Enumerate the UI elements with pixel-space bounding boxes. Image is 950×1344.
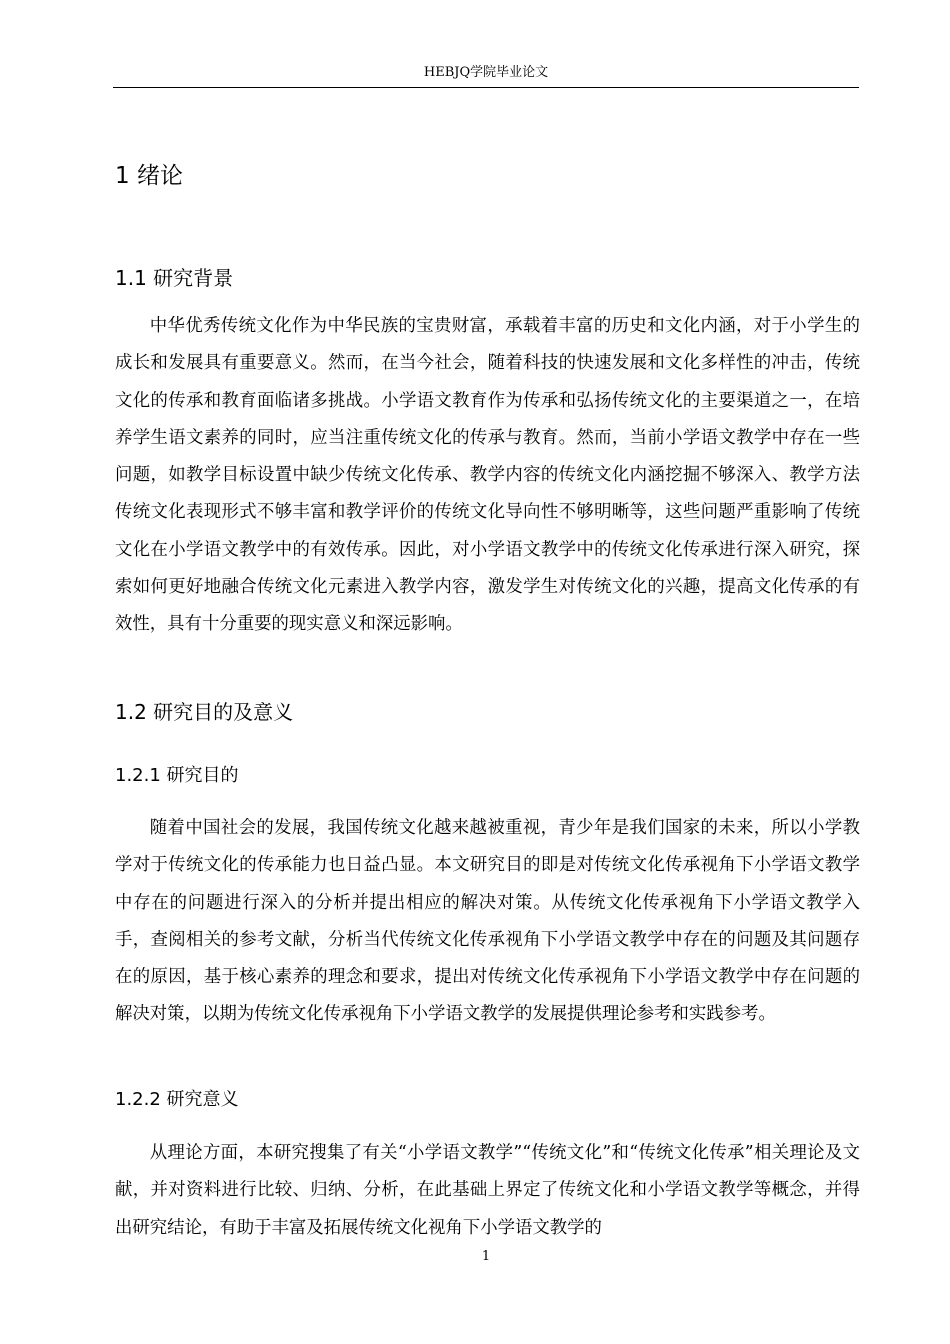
running-header: HEBJQ学院毕业论文 — [423, 65, 549, 80]
paragraph-background: 中华优秀传统文化作为中华民族的宝贵财富，承载着丰富的历史和文化内涵，对于小学生的成长和发展具有重要意义。然而，在当今社会，随着科技的快速发展和文化多样性的冲击，传统文化的传承和教育面临诸多挑战。小学语文教育作为传承和弘扬传统文化的主要渠道之一，在培养学生语文素养的同时，应当注重传统文化的传承与教育。然而，当前小学语文教学中存在一些问题，如教学目标设置中缺少传统文化传承、教学内容的传统文化内涵挖掘不够深入、教学方法传统文化表现形式不够丰富和教学评价的传统文化导向性不够明晰等，这些问题严重影响了传统文化在小学语文教学中的有效传承。因此，对小学语文教学中的传统文化传承进行深入研究，探索如何更好地融合传统文化元素进入教学内容，激发学生对传统文化的兴趣，提高文化传承的有效性，具有十分重要的现实意义和深远影响。 — [115, 316, 860, 635]
paragraph-purpose: 随着中国社会的发展，我国传统文化越来越被重视，青少年是我们国家的未来，所以小学教学对于传统文化的传承能力也日益凸显。本文研究目的即是对传统文化传承视角下小学语文教学中存在的问题进行深入的分析并提出相应的解决对策。从传统文化传承视角下小学语文教学入手，查阅相关的参考文献，分析当代传统文化传承视角下小学语文教学中存在的问题及其问题存在的原因，基于核心素养的理念和要求，提出对传统文化传承视角下小学语文教学中存在问题的解决对策，以期为传统文化传承视角下小学语文教学的发展提供理论参考和实践参考。 — [115, 818, 860, 1025]
section-title-purpose-and-significance: 1.2 研究目的及意义 — [115, 700, 294, 724]
subsection-title-purpose: 1.2.1 研究目的 — [115, 765, 239, 786]
paragraph-significance: 从理论方面，本研究搜集了有关“小学语文教学”“传统文化”和“传统文化传承”相关理论及文献，并对资料进行比较、归纳、分析，在此基础上界定了传统文化和小学语文教学等概念，并得出研究结论，有助于丰富及拓展传统文化视角下小学语文教学的 — [115, 1143, 860, 1238]
page-number: 1 — [481, 1249, 491, 1264]
chapter-title: 1 绪论 — [115, 163, 183, 189]
section-title-background: 1.1 研究背景 — [115, 266, 234, 290]
header-rule — [113, 87, 859, 88]
subsection-title-significance: 1.2.2 研究意义 — [115, 1089, 239, 1110]
